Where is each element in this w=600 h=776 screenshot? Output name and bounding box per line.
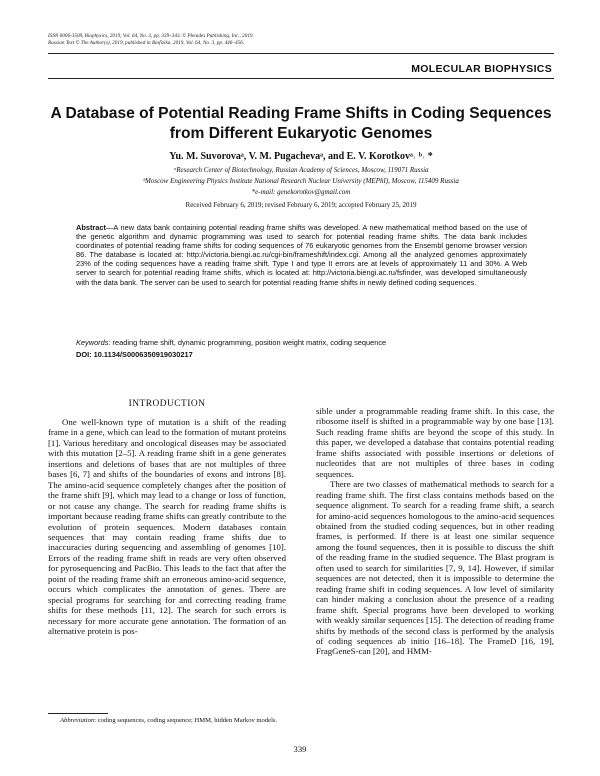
footnote-text: : coding sequences, coding sequence; HMM, hidden Markov models.	[94, 717, 278, 724]
affiliation-a: ᵃResearch Center of Biotechnology, Russian Academy of Sciences, Moscow, 119071 Russia	[173, 166, 429, 174]
footnote	[48, 717, 286, 726]
footnote-label: Abbreviation	[60, 717, 95, 724]
body-column-left	[48, 417, 286, 637]
keywords-text: : reading frame shift, dynamic programming, position weight matrix, coding sequence	[108, 338, 387, 347]
abstract-label: Abstract	[76, 223, 106, 232]
header-rule-bottom	[48, 78, 554, 79]
intro-paragraph-2: There are two classes of mathematical methods to search for a reading frame shift. The first class contains methods based on the sequence alignment. To search for a reading frame shift, a search for amino-acid sequences homologous to the amino-acid sequences obtained from the studied coding sequences, but in other reading frames, is performed. If there is at least one similar sequence among the found sequences, then it is possible to discuss the shift of the reading frame in the studied sequence. The Blast program is often used to search for similarities [7, 9, 14]. However, if similar sequences are not detected, then it is impossible to determine the reading frame shift in coding sequences. A low level of similarity can hinder making a conclusion about the presence of a reading frame shift. Special programs have been developed to working with weakly similar sequences [15]. The detection of reading frame shifts by methods of the second class is performed by the analysis of coding sequences ab initio [16–18]. The FrameD [16, 19], FragGeneS-can [20], and HMM-	[316, 479, 554, 657]
intro-paragraph-1: One well-known type of mutation is a shift of the reading frame in a gene, which can lead to the formation of mutant proteins [1]. Various hereditary and oncological diseases may be associated with this mutation [2–5]. A reading frame shift in a gene generates insertions and deletions of bases that are not multiples of three bases [6, 7] and shifts of the boundaries of exons and introns [8]. The amino-acid sequence completely changes after the position of the frame shift [9], which may lead to a change or loss of function, or not cause any change. The search for reading frame shifts is important because reading frame shifts can greatly contribute to the evolution of protein sequences. Modern databases contain sequences that may contain reading frame shifts due to inaccuracies during sequencing and assembling of genomes [10]. Errors of the reading frame shift in reads are very often observed for pyrosequencing and PacBio. This leads to the fact that after the point of the reading frame shift an erroneous amino-acid sequence, occurs which complicates the annotation of genes. There are special programs for searching for and correcting reading frame shifts for these methods [11, 12]. The search for such errors is necessary for more accurate gene annotation. The formation of an alternative protein is pos-	[48, 417, 286, 637]
affiliation-b: ᵇMoscow Engineering Physics Institute National Research Nuclear University (MEPhI), Moscow, 115409 Russia	[143, 177, 459, 185]
journal-citation-line: ISSN 0006-3509, Biophysics, 2019, Vol. 64, No. 3, pp. 339–343. © Pleiades Publishing, Inc., 2019.	[48, 33, 254, 39]
section-heading-introduction: INTRODUCTION	[128, 399, 206, 409]
corresponding-email: *e-mail: genekorotkov@gmail.com	[251, 188, 351, 196]
intro-paragraph-1-continued: sible under a programmable reading frame shift. In this case, the ribosome itself is shifted in a programmable way by one base [13]. Such reading frame shifts are beyond the scope of this study. In this paper, we developed a database that contains potential reading frame shifts associated with possible insertions or deletions of nucleotides that are not multiples of three bases in coding sequences.	[316, 406, 554, 479]
doi: DOI: 10.1134/S0006350919030217	[76, 350, 193, 359]
header-rule-top	[48, 53, 554, 54]
body-column-right	[316, 406, 554, 657]
page-number: 339	[293, 744, 307, 754]
article-title: A Database of Potential Reading Frame Shifts in Coding Sequences from Different Eukaryotic Genomes	[50, 105, 552, 142]
abstract	[76, 223, 527, 287]
keywords-label: Keywords	[76, 338, 109, 347]
footnote-rule	[48, 713, 108, 714]
keywords	[76, 338, 527, 347]
received-dates: Received February 6, 2019; revised February 6, 2019; accepted February 25, 2019	[185, 201, 417, 209]
abstract-text: —A new data bank containing potential reading frame shifts was developed. A new mathematical method based on the use of the genetic algorithm and dynamic programming was used to search for potential reading frame shifts. The data bank includes coordinates of potential reading frame shifts for coding sequences of 76 eukaryotic genomes from the Ensembl genome browser version 86. The database is located at: http://victoria.biengi.ac.ru/cgi-bin/frameshift/index.cgi. Among all the analyzed genomes approximately 23% of the coding sequences have a reading frame shift. Type I and type II errors are at levels of approximately 11 and 30%. A Web server to search for potential reading frame shifts, which is located at: http://victoria.biengi.ac.ru/fsfinder, was developed simultaneously with the data bank. The server can be used to search for potential reading frame shifts in newly defined coding sequences.	[76, 223, 527, 287]
author-list: Yu. M. Suvorovaᵃ, V. M. Pugachevaᵃ, and E. V. Korotkovᵃ˒ ᵇ˒ *	[169, 151, 433, 162]
section-label: MOLECULAR BIOPHYSICS	[411, 63, 552, 75]
translation-citation-line: Russian Text © The Author(s), 2019, published in Biofizika, 2019, Vol. 64, No. 3, pp. 446–456.	[48, 40, 245, 46]
